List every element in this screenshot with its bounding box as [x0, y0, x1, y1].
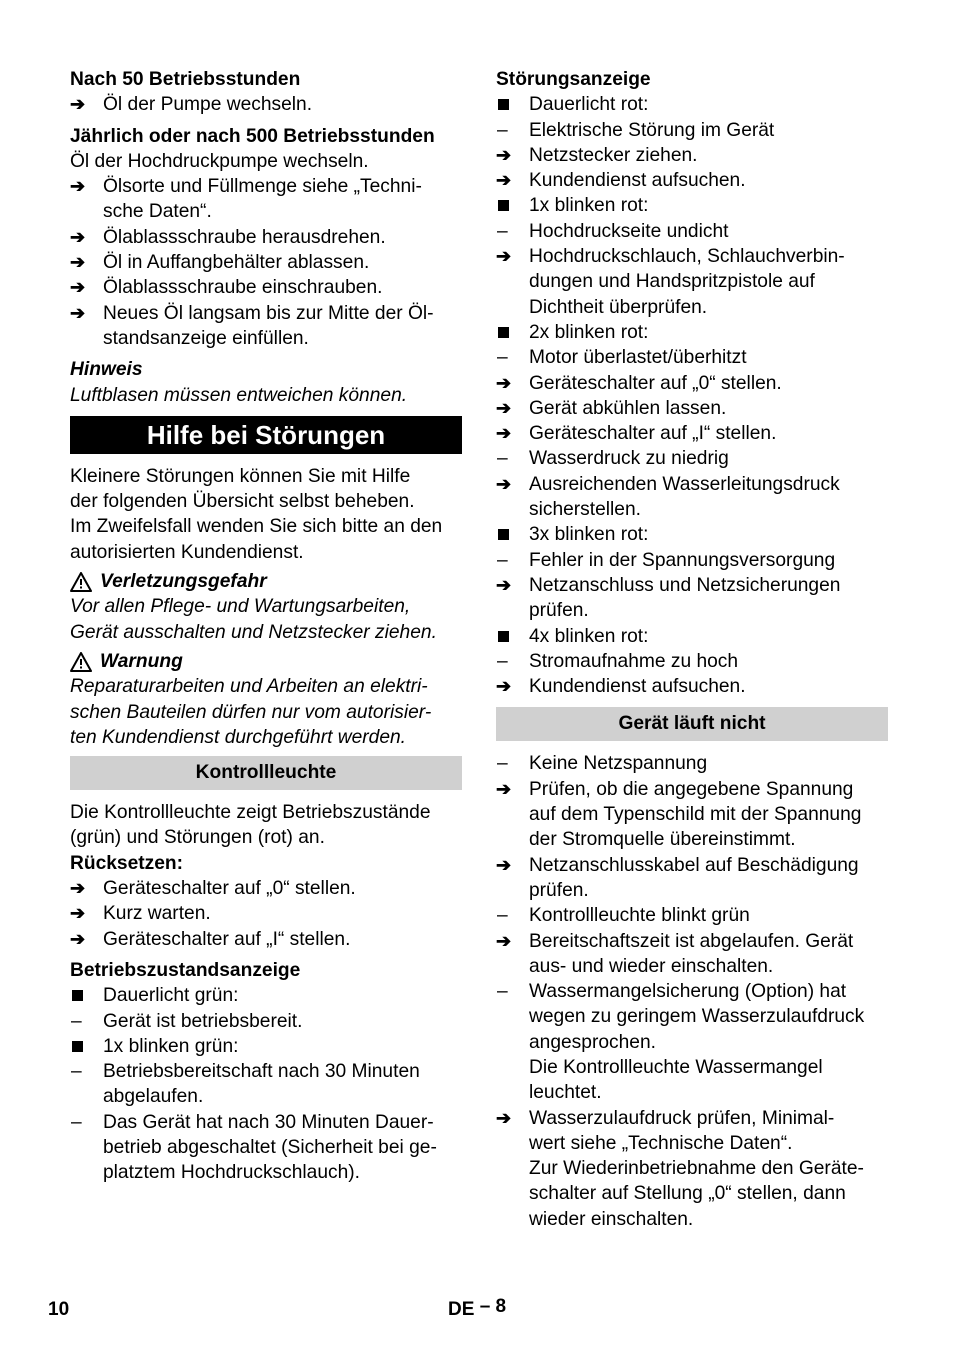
laeuft-nicht-list	[496, 751, 888, 1232]
list-item-text: Das Gerät hat nach 30 Minuten Dauer- betrieb abgeschaltet (Sicherheit bei ge- platztem Hochdruckschlauch).	[103, 1111, 437, 1184]
list-item	[496, 674, 888, 699]
list-item-text: Prüfen, ob die angegebene Spannung auf dem Typenschild mit der Spannung der Stromquelle übereinstimmt.	[529, 778, 862, 851]
list-item-text: Ölablassschraube herausdrehen.	[103, 226, 386, 248]
list-item-text: Netzanschlusskabel auf Beschädigung prüfen.	[529, 854, 859, 901]
arrow-right-icon: ➔	[70, 878, 86, 899]
list-item	[496, 118, 888, 143]
list-item	[496, 979, 888, 1055]
arrow-right-icon: ➔	[496, 246, 512, 267]
dash-bullet: –	[71, 1010, 82, 1032]
list-item	[496, 929, 888, 980]
square-bullet-icon	[496, 193, 529, 218]
warnung-text: Reparaturarbeiten und Arbeiten an elektri- schen Bauteilen dürfen nur vom autorisier- ten Kundendienst durchgeführt werden.	[70, 676, 432, 748]
list-item	[496, 421, 888, 446]
list-item-text: Wassermangelsicherung (Option) hat wegen zu geringem Wasserzulaufdruck angesprochen.	[529, 981, 865, 1053]
list-item	[496, 903, 888, 928]
warnung-heading	[70, 649, 462, 674]
list-item-text: Dauerlicht grün:	[103, 985, 239, 1007]
square-bullet-icon	[496, 320, 529, 345]
list-item	[70, 876, 462, 901]
list-item	[496, 522, 888, 547]
list-item-text: 1x blinken rot:	[529, 195, 649, 217]
list-item	[496, 219, 888, 244]
list-item	[70, 250, 462, 275]
right-column	[496, 64, 888, 1232]
list-500-hours	[70, 174, 462, 351]
list-item-text: Öl der Pumpe wechseln.	[103, 94, 313, 116]
square-bullet-icon	[70, 1034, 103, 1059]
lang-page: 8	[495, 1296, 507, 1317]
list-item-text: Wasserdruck zu niedrig	[529, 448, 729, 470]
arrow-right-icon: ➔	[70, 226, 86, 247]
arrow-right-icon: ➔	[496, 473, 512, 494]
list-item	[70, 901, 462, 926]
warning-triangle-icon	[70, 572, 92, 592]
betrieb-list	[70, 983, 462, 1185]
arrow-right-icon: ➔	[70, 252, 86, 273]
list-item	[496, 1106, 888, 1157]
stoerung-list	[496, 92, 888, 699]
list-item-text: 1x blinken grün:	[103, 1035, 239, 1057]
page-footer-lang	[448, 1297, 506, 1322]
dash-bullet: –	[497, 549, 508, 571]
section-title: Hilfe bei Störungen	[70, 416, 462, 454]
list-item-text: Geräteschalter auf „0“ stellen.	[103, 878, 356, 900]
arrow-right-icon: ➔	[496, 144, 512, 165]
list-item-text: Motor überlastet/überhitzt	[529, 347, 747, 369]
arrow-right-icon: ➔	[70, 903, 86, 924]
kontrollleuchte-text: Die Kontrollleuchte zeigt Betriebszustände (grün) und Störungen (rot) an.	[70, 802, 431, 849]
list-item	[70, 983, 462, 1008]
list-item-text: Ölsorte und Füllmenge siehe „Techni- sche Daten“.	[103, 176, 422, 223]
arrow-right-icon: ➔	[70, 302, 86, 323]
arrow-right-icon: ➔	[70, 94, 86, 115]
list-item	[70, 1110, 462, 1186]
list-item-text: Dauerlicht rot:	[529, 94, 649, 116]
arrow-right-icon: ➔	[496, 778, 512, 799]
list-item	[496, 446, 888, 471]
kontrollleuchte-title: Kontrollleuchte	[70, 756, 462, 790]
dash-bullet: –	[497, 650, 508, 672]
dash-bullet: –	[497, 905, 508, 927]
list-item	[70, 275, 462, 300]
square-bullet-icon	[70, 983, 103, 1008]
list-item	[496, 1156, 888, 1232]
list-item-text: Bereitschaftszeit ist abgelaufen. Gerät aus- und wieder einschalten.	[529, 930, 854, 977]
arrow-right-icon: ➔	[70, 928, 86, 949]
dash-bullet: –	[497, 981, 508, 1003]
arrow-right-icon: ➔	[496, 170, 512, 191]
list-item-text: Kontrollleuchte blinkt grün	[529, 905, 750, 927]
left-column	[70, 64, 462, 1186]
list-item-text: Stromaufnahme zu hoch	[529, 650, 739, 672]
hinweis-text: Luftblasen müssen entweichen können.	[70, 384, 408, 406]
reset-title: Rücksetzen:	[70, 852, 184, 874]
list-item	[496, 168, 888, 193]
list-item-text: Wasserzulaufdruck prüfen, Minimal- wert siehe „Technische Daten“.	[529, 1107, 835, 1154]
list-item	[496, 244, 888, 320]
list-item	[70, 174, 462, 225]
list-item-text: Die Kontrollleuchte Wassermangel leuchtet.	[529, 1056, 823, 1104]
list-item	[70, 92, 462, 117]
dash-bullet: –	[497, 448, 508, 470]
list-item-text: Netzstecker ziehen.	[529, 144, 698, 166]
arrow-right-icon: ➔	[496, 1107, 512, 1128]
list-item	[496, 92, 888, 117]
list-item	[496, 371, 888, 396]
dash-bullet: –	[497, 220, 508, 242]
arrow-right-icon: ➔	[70, 176, 86, 197]
list-item	[496, 624, 888, 649]
dash-bullet: –	[497, 119, 508, 141]
list-item	[70, 1034, 462, 1059]
list-item-text: Elektrische Störung im Gerät	[529, 119, 775, 141]
dash-bullet: –	[497, 753, 508, 775]
list-item	[70, 1009, 462, 1034]
warnung-title: Warnung	[100, 650, 183, 672]
arrow-right-icon: ➔	[496, 372, 512, 393]
heading-50-hours: Nach 50 Betriebsstunden	[70, 69, 301, 90]
verletzung-heading	[70, 569, 462, 594]
list-item	[70, 927, 462, 952]
list-item-text: Öl in Auffangbehälter ablassen.	[103, 252, 370, 274]
list-item	[70, 225, 462, 250]
page-number: 10	[48, 1299, 70, 1320]
dash-bullet: –	[497, 347, 508, 369]
intro-text: Kleinere Störungen können Sie mit Hilfe der folgenden Übersicht selbst beheben. Im Zweifelsfall wenden Sie sich bitte an den autorisierten Kundendienst.	[70, 465, 443, 563]
heading-500-hours: Jährlich oder nach 500 Betriebsstunden	[70, 125, 435, 147]
list-item-text: Kundendienst aufsuchen.	[529, 676, 746, 698]
list-item	[496, 345, 888, 370]
list-item-text: Gerät ist betriebsbereit.	[103, 1010, 303, 1032]
indent	[496, 1055, 529, 1106]
arrow-right-icon: ➔	[70, 277, 86, 298]
list-item	[496, 751, 888, 776]
verletzung-text: Vor allen Pflege- und Wartungsarbeiten, Gerät ausschalten und Netzstecker ziehen.	[70, 596, 437, 643]
list-item	[496, 649, 888, 674]
arrow-right-icon: ➔	[496, 854, 512, 875]
dash-bullet: –	[71, 1111, 82, 1133]
arrow-right-icon: ➔	[496, 676, 512, 697]
list-item-text: Kurz warten.	[103, 903, 211, 925]
arrow-right-icon: ➔	[496, 574, 512, 595]
list-item	[496, 472, 888, 523]
list-item-text: 3x blinken rot:	[529, 524, 649, 546]
list-item	[496, 396, 888, 421]
list-item	[496, 1055, 888, 1106]
list-item-text: Betriebsbereitschaft nach 30 Minuten abgelaufen.	[103, 1061, 420, 1108]
list-item-text: Geräteschalter auf „I“ stellen.	[529, 423, 777, 445]
list-item-text: Fehler in der Spannungsversorgung	[529, 549, 836, 571]
list-item-text: Neues Öl langsam bis zur Mitte der Öl- standsanzeige einfüllen.	[103, 302, 434, 349]
lang-sep: –	[479, 1296, 491, 1317]
reset-list	[70, 876, 462, 952]
list-item	[496, 853, 888, 904]
list-item-text: Geräteschalter auf „0“ stellen.	[529, 372, 782, 394]
list-item-text: Ausreichenden Wasserleitungsdruck sicherstellen.	[529, 473, 840, 521]
laeuft-nicht-title: Gerät läuft nicht	[496, 707, 888, 741]
list-item	[496, 320, 888, 345]
list-item-text: Netzanschluss und Netzsicherungen prüfen.	[529, 574, 841, 622]
list-item-text: Kundendienst aufsuchen.	[529, 170, 746, 192]
square-bullet-icon	[496, 92, 529, 117]
verletzung-title: Verletzungsgefahr	[100, 571, 267, 593]
lang-code: DE	[448, 1299, 475, 1320]
arrow-right-icon: ➔	[496, 397, 512, 418]
square-bullet-icon	[496, 522, 529, 547]
warning-triangle-icon	[70, 652, 92, 672]
arrow-right-icon: ➔	[496, 423, 512, 444]
list-50-hours	[70, 92, 462, 117]
list-item	[496, 143, 888, 168]
list-item-text: Gerät abkühlen lassen.	[529, 397, 727, 419]
indent	[496, 1156, 529, 1232]
betrieb-title: Betriebszustandsanzeige	[70, 959, 301, 981]
text-500-hours: Öl der Hochdruckpumpe wechseln.	[70, 150, 369, 172]
list-item	[70, 1059, 462, 1110]
list-item-text: Zur Wiederinbetriebnahme den Geräte- schalter auf Stellung „0“ stellen, dann wieder einschalten.	[529, 1158, 864, 1230]
list-item-text: Hochdruckschlauch, Schlauchverbin- dungen und Handspritzpistole auf Dichtheit überprüfen.	[529, 246, 845, 318]
list-item-text: Keine Netzspannung	[529, 753, 708, 775]
stoerung-title: Störungsanzeige	[496, 69, 651, 90]
square-bullet-icon	[496, 624, 529, 649]
list-item	[496, 548, 888, 573]
list-item-text: 2x blinken rot:	[529, 321, 649, 343]
arrow-right-icon: ➔	[496, 930, 512, 951]
list-item	[70, 301, 462, 352]
list-item	[496, 193, 888, 218]
list-item-text: Hochdruckseite undicht	[529, 220, 729, 242]
list-item-text: Ölablassschraube einschrauben.	[103, 277, 383, 299]
list-item-text: Geräteschalter auf „I“ stellen.	[103, 928, 351, 950]
list-item	[496, 573, 888, 624]
list-item	[496, 777, 888, 853]
list-item-text: 4x blinken rot:	[529, 625, 649, 647]
dash-bullet: –	[71, 1061, 82, 1083]
hinweis-title: Hinweis	[70, 359, 143, 381]
